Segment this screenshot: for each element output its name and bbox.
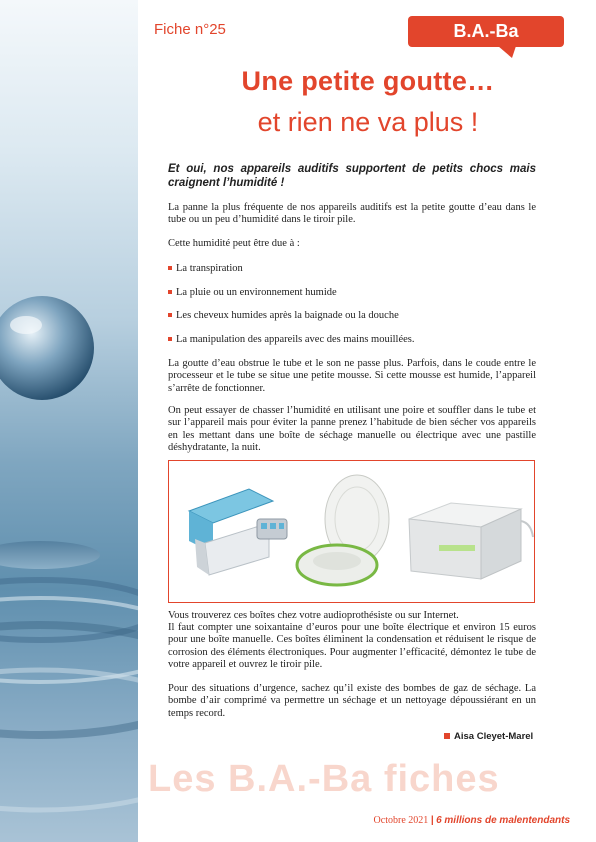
paragraph-text: Il faut compter une soixantaine d’euros pour une boîte électrique et environ 15 euros pour une boîte manuelle. Ces boîtes éliminent la condensation et réduisent le risque de corrosion des éléments électroniques. Pour augmenter l’efficacité, démontez le tube de votre appareil et ouvrez le tiroir pile.	[168, 622, 536, 670]
paragraph-drying	[168, 405, 536, 454]
bullet-icon	[168, 337, 172, 341]
section-badge: B.A.-Ba	[408, 16, 564, 47]
list-item	[168, 310, 399, 322]
bullet-icon	[168, 290, 172, 294]
author-signature	[444, 731, 533, 742]
author-bullet-icon	[444, 733, 450, 739]
paragraph-text: On peut essayer de chasser l’humidité en utilisant une poire et souffler dans le tube et sur l’appareil mais pour éviter la panne prenez l’habitude de bien sécher vos appareils en les mettant dans une boîte de séchage manuelle ou électrique avec une pastille déshydratante, la nuit.	[168, 405, 536, 453]
fiche-number: Fiche n°25	[154, 21, 226, 38]
paragraph-obstruction	[168, 358, 536, 395]
paragraph-intro	[168, 202, 536, 227]
list-item-text: La pluie ou un environnement humide	[176, 287, 337, 298]
title-line-2: et rien ne va plus !	[257, 107, 479, 137]
paragraph-where	[168, 610, 536, 622]
list-item	[168, 287, 337, 299]
paragraph-text: La panne la plus fréquente de nos appareils auditifs est la petite goutte d’eau dans le tube ou un peu d’humidité dans le tiroir pile.	[168, 202, 536, 226]
bullet-icon	[168, 266, 172, 270]
title-line-1: Une petite goutte…	[241, 66, 495, 96]
issue-date: Octobre 2021	[373, 815, 429, 826]
footer-separator: |	[430, 815, 434, 826]
paragraph-text: Pour des situations d’urgence, sachez qu’il existe des bombes de gaz de séchage. La bombe d’air comprimé va permettre un séchage et un nettoyage dépoussiérant en un temps record.	[168, 683, 536, 719]
paragraph-price	[168, 622, 536, 671]
paragraph-text: La goutte d’eau obstrue le tube et le son ne passe plus. Parfois, dans le coude entre le processeur et le tube se situe une petite mousse. Si cette mousse est humide, l’appareil s’arrête de fonctionner.	[168, 358, 536, 394]
list-item	[168, 334, 415, 346]
publication-name: 6 millions de malentendants	[436, 815, 570, 826]
list-item-text: Les cheveux humides après la baignade ou la douche	[176, 310, 399, 321]
footer-credit	[374, 815, 570, 826]
paragraph-text: Vous trouverez ces boîtes chez votre audioprothésiste ou sur Internet.	[168, 610, 459, 621]
list-item	[168, 263, 243, 275]
manual-drying-box-image	[189, 489, 287, 575]
lead-paragraph: Et oui, nos appareils auditifs supportent de petits chocs mais craignent l’humidité !	[168, 163, 536, 189]
paragraph-emergency	[168, 683, 536, 720]
list-item-text: La transpiration	[176, 263, 243, 274]
bullet-icon	[168, 313, 172, 317]
paragraph-text: Cette humidité peut être due à :	[168, 238, 300, 249]
clam-drying-box-image	[297, 475, 389, 585]
paragraph-causes	[168, 238, 536, 250]
electric-drying-box-image	[409, 503, 533, 579]
list-item-text: La manipulation des appareils avec des mains mouillées.	[176, 334, 415, 345]
drying-boxes-photo	[168, 460, 535, 603]
water-drop-photo	[0, 0, 138, 842]
badge-tail	[498, 46, 516, 58]
author-name: Aisa Cleyet-Marel	[454, 731, 534, 742]
footer-banner: Les B.A.-Ba fiches	[148, 758, 500, 800]
